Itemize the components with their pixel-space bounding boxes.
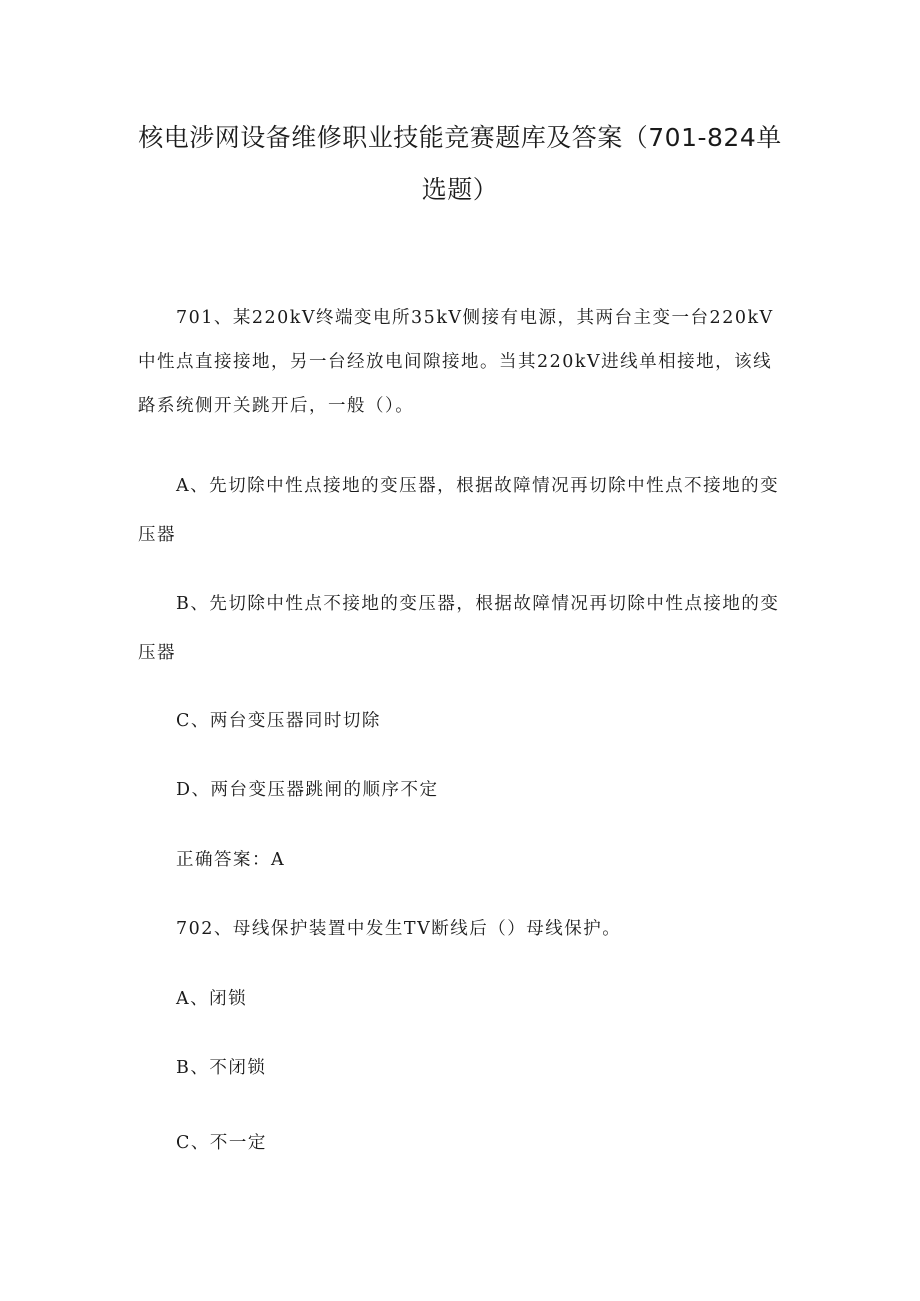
question-701-option-d: D、两台变压器跳闸的顺序不定 — [176, 780, 439, 800]
question-702-option-a: A、闭锁 — [176, 989, 248, 1009]
document-title: 核电涉网设备维修职业技能竞赛题库及答案（701-824单选题） — [138, 123, 782, 204]
question-702-stem: 702、母线保护装置中发生TV断线后（）母线保护。 — [176, 919, 622, 939]
question-701-answer: 正确答案：A — [176, 850, 286, 870]
question-701-option-a: A、先切除中性点接地的变压器，根据故障情况再切除中性点不接地的变压器 — [138, 476, 780, 545]
question-702-option-b: B、不闭锁 — [176, 1058, 267, 1078]
question-701-option-c: C、两台变压器同时切除 — [176, 711, 381, 731]
question-701-option-b: B、先切除中性点不接地的变压器，根据故障情况再切除中性点接地的变压器 — [138, 594, 780, 663]
question-701-stem: 701、某220kV终端变电所35kV侧接有电源，其两台主变一台220kV中性点直接接地，另一台经放电间隙接地。当其220kV进线单相接地，该线路系统侧开关跳开后，一般（）。 — [138, 308, 774, 416]
question-702-option-c: C、不一定 — [176, 1133, 267, 1153]
